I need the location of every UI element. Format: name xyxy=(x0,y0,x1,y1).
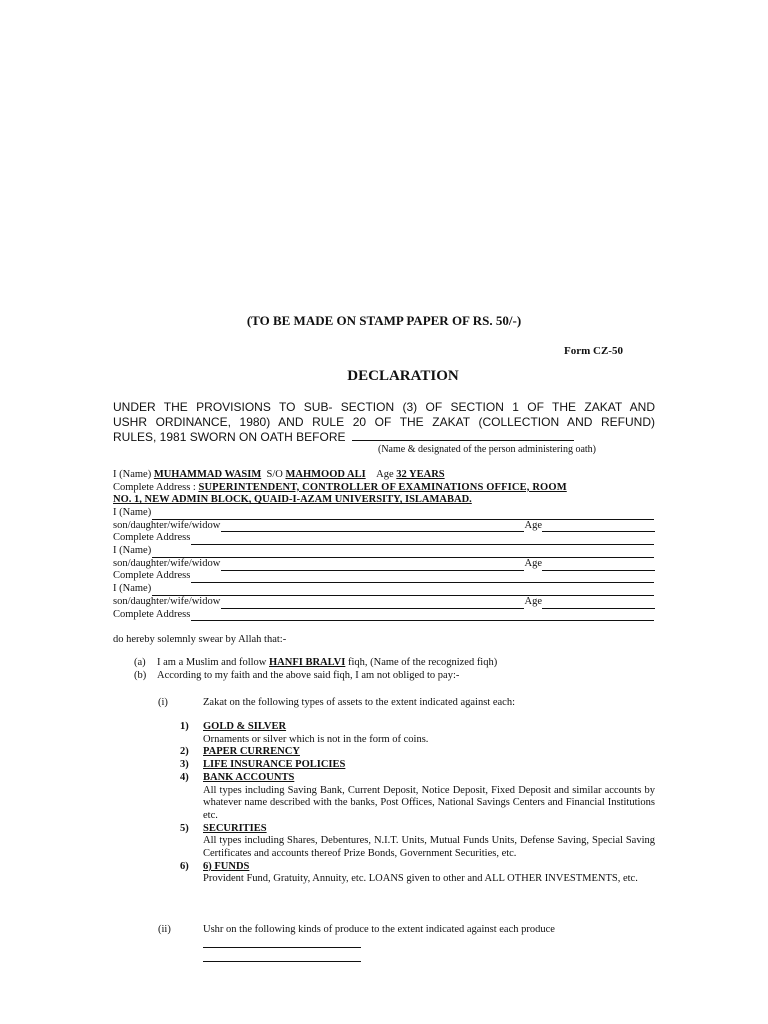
oath-note: (Name & designated of the person administering oath) xyxy=(378,444,596,455)
person4-relation-blank[interactable] xyxy=(221,599,523,609)
person4-relation-row xyxy=(113,596,655,609)
person3-relation-label: son/daughter/wife/widow xyxy=(113,557,221,569)
ushr-clause xyxy=(158,924,555,937)
person4-name-row xyxy=(113,583,655,596)
asset-list xyxy=(180,721,655,886)
list-item xyxy=(180,759,655,772)
person3-relation-blank[interactable] xyxy=(221,561,523,571)
clause-a xyxy=(134,657,497,670)
item-title: GOLD & SILVER xyxy=(203,721,287,732)
ushr-blank-2[interactable] xyxy=(203,961,361,962)
clause-b-text: According to my faith and the above said fiqh, I am not obliged to pay:- xyxy=(157,669,460,681)
clause-a-prefix: I am a Muslim and follow xyxy=(157,657,267,668)
clause-a-label: (a) xyxy=(134,657,146,668)
clause-b-label: (b) xyxy=(134,669,147,681)
intro-paragraph xyxy=(113,400,655,445)
item-number: 6) xyxy=(180,860,189,872)
person4-address-label: Complete Address xyxy=(113,608,191,620)
person1-name: MUHAMMAD WASIM xyxy=(153,468,262,480)
ushr-label: (ii) xyxy=(158,924,171,935)
person1-address-row-2 xyxy=(113,494,655,507)
person2-relation-row xyxy=(113,520,655,533)
person3-address-label: Complete Address xyxy=(113,570,191,582)
item-title: PAPER CURRENCY xyxy=(203,746,300,758)
intro-line-3 xyxy=(113,430,655,445)
person4-age-blank[interactable] xyxy=(542,599,655,609)
oath-clauses xyxy=(134,657,497,682)
item-number: 1) xyxy=(180,721,189,732)
item-description: Ornaments or silver which is not in the form of coins. xyxy=(203,733,429,745)
ushr-text: Ushr on the following kinds of produce to the extent indicated against each produce xyxy=(203,924,555,935)
person2-name-row xyxy=(113,507,655,520)
swear-statement: do hereby solemnly swear by Allah that:- xyxy=(113,634,287,645)
person1-address-row xyxy=(113,482,655,495)
person2-address-row xyxy=(113,532,655,545)
intro-line-2: USHR ORDINANCE, 1980) AND RULE 20 OF THE ZAKAT (COLLECTION AND REFUND) xyxy=(113,415,655,429)
item-number: 4) xyxy=(180,771,189,783)
list-item xyxy=(180,861,655,886)
person2-address-label: Complete Address xyxy=(113,532,191,544)
person1-address-line2: NO. 1, NEW ADMIN BLOCK, QUAID-I-AZAM UNIVERSITY, ISLAMABAD. xyxy=(113,494,472,506)
person1-address-line1: SUPERINTENDENT, CONTROLLER OF EXAMINATIONS OFFICE, ROOM xyxy=(198,481,567,493)
item-number: 2) xyxy=(180,746,189,758)
person4-name-label: I (Name) xyxy=(113,583,152,595)
item-description: All types including Shares, Debentures, N.I.T. Units, Mutual Funds Units, Defense Saving, Special Saving Certificates and accounts thereof Prize Bonds, Government Securities, etc. xyxy=(203,835,655,860)
assets-intro xyxy=(158,697,515,710)
list-item xyxy=(180,721,655,746)
oath-officer-blank[interactable] xyxy=(352,430,574,441)
person2-relation-label: son/daughter/wife/widow xyxy=(113,519,221,531)
item-number: 3) xyxy=(180,759,189,771)
list-item xyxy=(180,772,655,823)
item-description: Provident Fund, Gratuity, Annuity, etc. LOANS given to other and ALL OTHER INVESTMENTS, etc. xyxy=(203,873,638,885)
assets-label: (i) xyxy=(158,697,168,708)
ushr-blank-1[interactable] xyxy=(203,947,361,948)
person3-name-label: I (Name) xyxy=(113,545,152,557)
person4-age-label: Age xyxy=(524,595,542,607)
person2-name-blank[interactable] xyxy=(152,510,654,520)
assets-intro-text: Zakat on the following types of assets to the extent indicated against each: xyxy=(203,697,515,708)
person2-age-blank[interactable] xyxy=(542,522,655,532)
clause-a-suffix: fiqh, (Name of the recognized fiqh) xyxy=(347,657,498,668)
stamp-paper-note: (TO BE MADE ON STAMP PAPER OF RS. 50/-) xyxy=(246,313,522,328)
clause-b xyxy=(134,670,497,683)
person2-address-blank[interactable] xyxy=(191,535,654,545)
clause-a-fiqh: HANFI BRALVI xyxy=(268,657,346,668)
person4-address-blank[interactable] xyxy=(191,611,654,621)
item-title: BANK ACCOUNTS xyxy=(203,771,295,783)
intro-line-3-text: RULES, 1981 SWORN ON OATH BEFORE xyxy=(113,430,346,444)
item-title: 6) FUNDS xyxy=(203,860,250,872)
item-title: LIFE INSURANCE POLICIES xyxy=(203,759,346,771)
item-number: 5) xyxy=(180,822,189,834)
person1-age-label: Age xyxy=(376,468,394,480)
person1-relation: S/O xyxy=(266,468,283,480)
item-description: All types including Saving Bank, Current Deposit, Notice Deposit, Fixed Deposit and similar accounts by whatever name described with the banks, Post Offices, National Savings Centers and Financial Institutions etc. xyxy=(203,784,655,821)
person2-relation-blank[interactable] xyxy=(221,522,523,532)
person3-age-blank[interactable] xyxy=(542,561,655,571)
intro-line-1: UNDER THE PROVISIONS TO SUB- SECTION (3) OF SECTION 1 OF THE ZAKAT AND xyxy=(113,400,655,414)
person4-address-row xyxy=(113,609,655,622)
person1-father-name: MAHMOOD ALI xyxy=(285,468,366,480)
persons-section xyxy=(113,469,655,621)
person3-address-row xyxy=(113,571,655,584)
form-number: Form CZ-50 xyxy=(564,345,623,357)
item-title: SECURITIES xyxy=(203,822,267,834)
list-item xyxy=(180,823,655,861)
list-item xyxy=(180,746,655,759)
person4-name-blank[interactable] xyxy=(152,586,654,596)
page-title: DECLARATION xyxy=(347,368,459,384)
person3-age-label: Age xyxy=(524,557,542,569)
person1-name-row xyxy=(113,469,655,482)
person1-age: 32 YEARS xyxy=(396,468,445,480)
person4-relation-label: son/daughter/wife/widow xyxy=(113,595,221,607)
person3-address-blank[interactable] xyxy=(191,573,654,583)
person3-relation-row xyxy=(113,558,655,571)
person1-address-label: Complete Address : xyxy=(113,481,196,493)
person2-name-label: I (Name) xyxy=(113,507,152,519)
person2-age-label: Age xyxy=(524,519,542,531)
person3-name-blank[interactable] xyxy=(152,548,654,558)
person3-name-row xyxy=(113,545,655,558)
person1-name-label: I (Name) xyxy=(113,468,152,480)
